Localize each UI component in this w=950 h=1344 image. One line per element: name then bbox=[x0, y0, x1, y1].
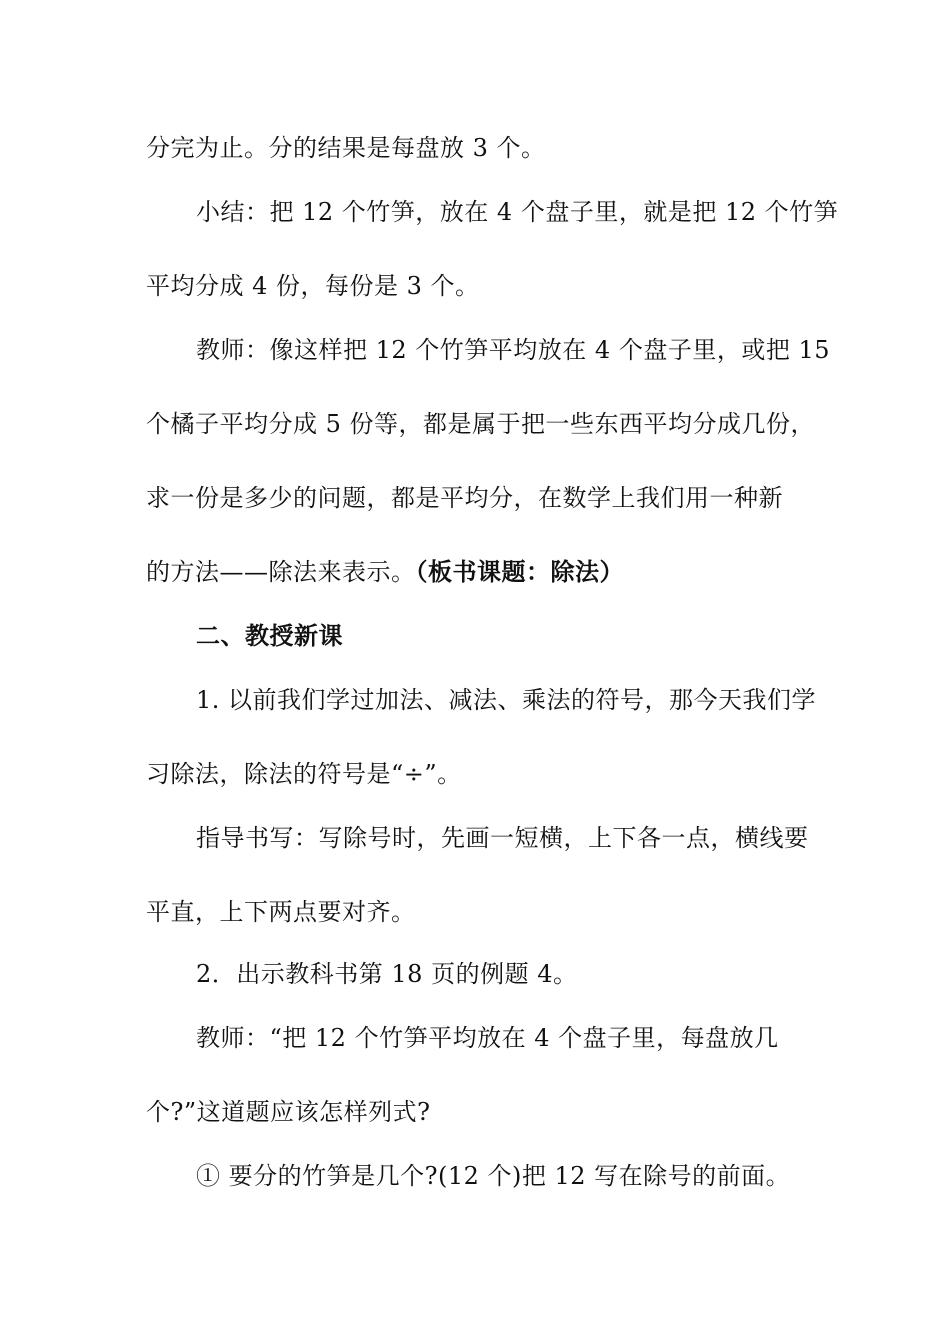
paragraph-text: 的方法——除法来表示。 bbox=[146, 558, 416, 586]
paragraph-line bbox=[146, 556, 624, 588]
paragraph-line: 平直，上下两点要对齐。 bbox=[146, 898, 416, 926]
paragraph-line: 习除法，除法的符号是“÷”。 bbox=[146, 760, 462, 788]
paragraph-line: 2．出示教科书第 18 页的例题 4。 bbox=[196, 960, 578, 988]
section-heading: 二、教授新课 bbox=[196, 621, 343, 650]
paragraph-line: ① 要分的竹笋是几个?(12 个)把 12 写在除号的前面。 bbox=[196, 1162, 791, 1190]
paragraph-line: 分完为止。分的结果是每盘放 3 个。 bbox=[146, 134, 546, 162]
paragraph-line: 教师：“把 12 个竹笋平均放在 4 个盘子里，每盘放几 bbox=[196, 1024, 779, 1052]
paragraph-line: 个?”这道题应该怎样列式? bbox=[146, 1098, 431, 1126]
paragraph-line: 小结：把 12 个竹笋，放在 4 个盘子里，就是把 12 个竹笋 bbox=[196, 198, 839, 226]
paragraph-line: 教师：像这样把 12 个竹笋平均放在 4 个盘子里，或把 15 bbox=[196, 336, 830, 364]
paragraph-line: 指导书写：写除号时，先画一短横，上下各一点，横线要 bbox=[196, 824, 809, 852]
paragraph-line: 平均分成 4 份，每份是 3 个。 bbox=[146, 272, 480, 300]
paragraph-line: 求一份是多少的问题，都是平均分，在数学上我们用一种新 bbox=[146, 484, 783, 512]
board-title-note: （板书课题：除法） bbox=[415, 557, 624, 586]
paragraph-line: 1. 以前我们学过加法、减法、乘法的符号，那今天我们学 bbox=[196, 686, 817, 714]
paragraph-line: 个橘子平均分成 5 份等，都是属于把一些东西平均分成几份， bbox=[146, 410, 816, 438]
